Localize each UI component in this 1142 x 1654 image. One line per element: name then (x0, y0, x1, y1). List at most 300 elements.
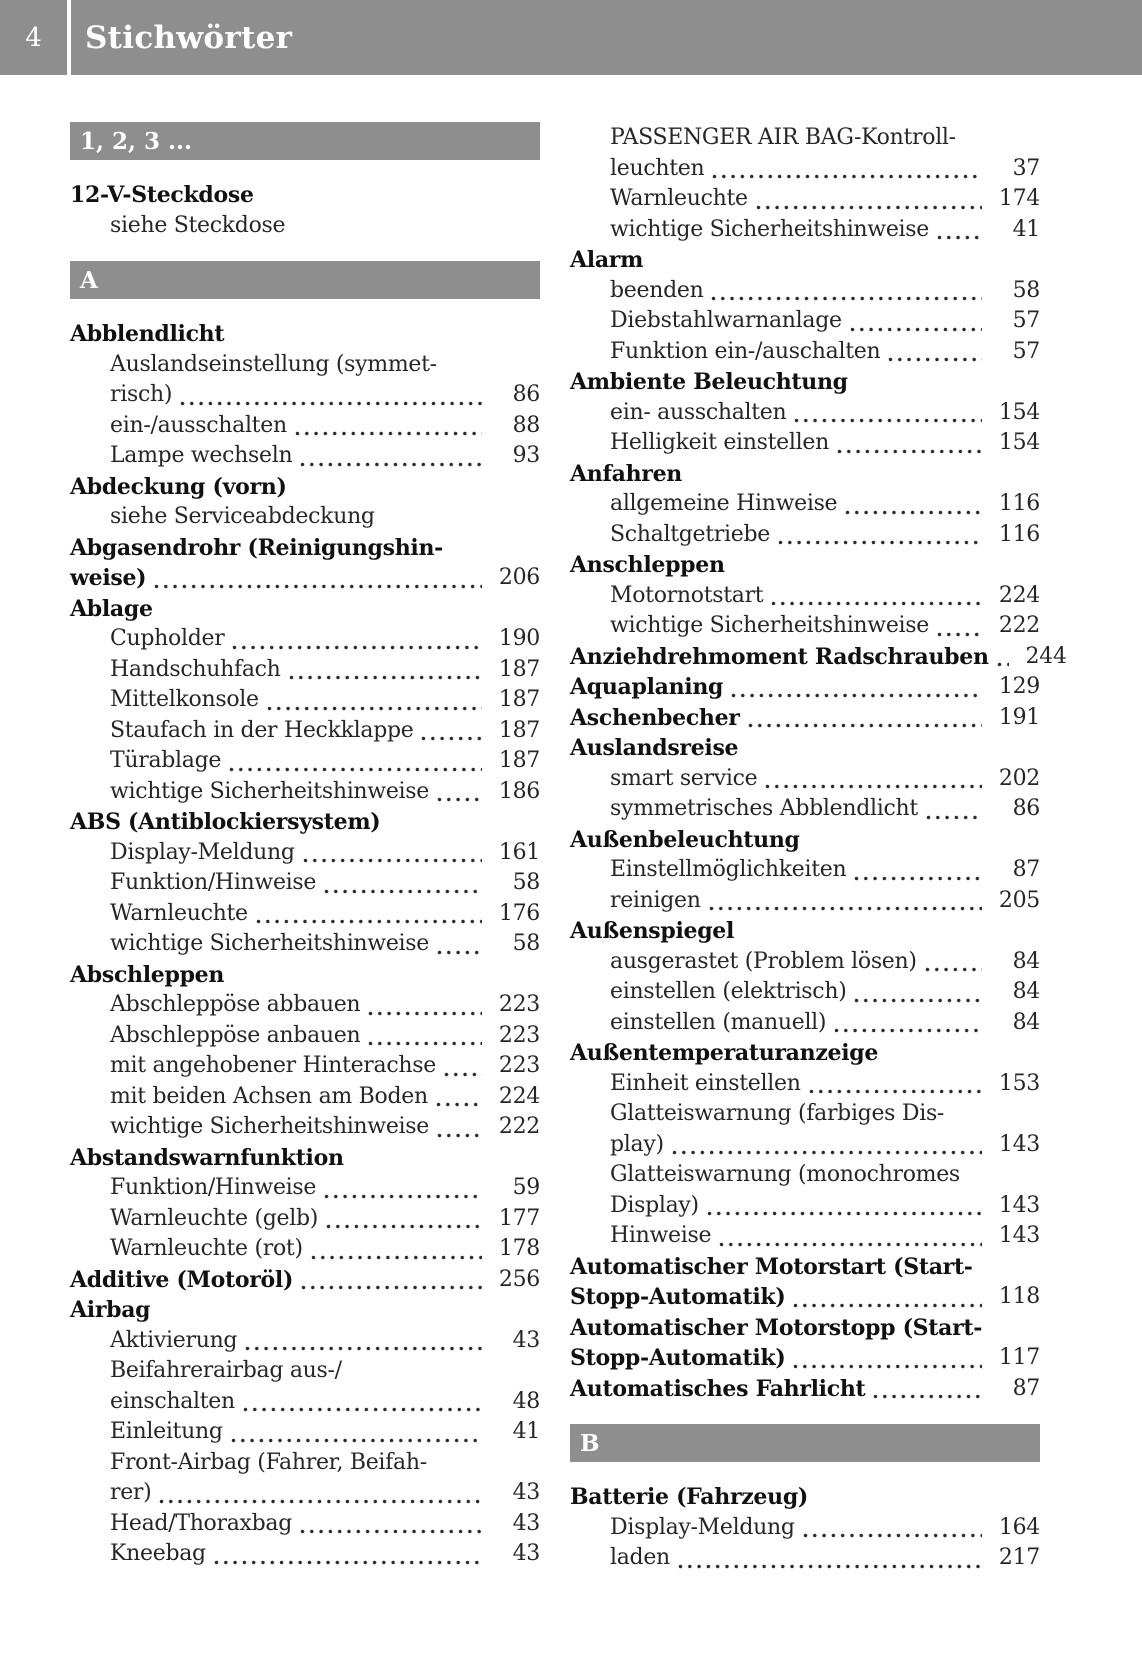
dot-leader (421, 736, 482, 741)
index-entry-line (570, 764, 1040, 795)
entry-text: wichtige Sicherheitshinweise (110, 1114, 429, 1139)
dot-leader (295, 431, 482, 436)
index-entry-line (70, 594, 540, 625)
index-entry-line (570, 611, 1040, 642)
entry-text: Front-Airbag (Fahrer, Beifah- (110, 1449, 427, 1475)
dot-leader (748, 723, 982, 728)
entry-text: Cupholder (110, 626, 225, 651)
index-entry-line (70, 1204, 540, 1235)
entry-text: Einleitung (110, 1419, 223, 1444)
entry-text: Aquaplaning (570, 674, 724, 700)
entry-text: Aktivierung (110, 1327, 238, 1353)
dot-leader (925, 967, 982, 972)
page-ref: 59 (512, 1175, 540, 1200)
dot-leader (324, 889, 482, 894)
index-entry-line (70, 1448, 540, 1479)
index-entry-line (70, 1051, 540, 1082)
index-entry-line (70, 777, 540, 808)
index-entry-line (570, 855, 1040, 886)
dot-leader (765, 784, 982, 789)
page-ref: 206 (498, 565, 540, 590)
entry-text: Alarm (570, 247, 644, 273)
entry-text: Einheit einstellen (610, 1070, 801, 1096)
page-ref: 86 (512, 382, 540, 407)
index-entry-line (570, 1374, 1040, 1405)
index-entry-line (70, 319, 540, 350)
index-entry-line (570, 306, 1040, 337)
dot-leader (368, 1041, 482, 1046)
index-entry-line (570, 703, 1040, 734)
index-entry-line (570, 672, 1040, 703)
dot-leader (672, 1150, 982, 1155)
entry-text: Anfahren (570, 460, 682, 487)
entry-text: Motornotstart (610, 582, 764, 608)
section-bar-label: A (80, 266, 98, 294)
dot-leader (231, 1438, 482, 1443)
dot-leader (300, 462, 482, 467)
page-title: Stichwörter (85, 19, 293, 56)
page-ref: 190 (498, 626, 540, 651)
dot-leader (437, 1133, 482, 1138)
index-entry-line (70, 716, 540, 747)
dot-leader (232, 645, 482, 650)
index-entry-line (70, 180, 540, 211)
page-ref: 224 (498, 1083, 540, 1109)
index-entry-line (70, 563, 540, 594)
entry-text: Warnleuchte (610, 186, 748, 211)
index-entry-line (70, 380, 540, 411)
index-entry-line (570, 337, 1040, 368)
entry-text: Diebstahlwarnanlage (610, 308, 842, 333)
entry-text: Additive (Motoröl) (70, 1266, 294, 1293)
page-ref: 116 (998, 521, 1040, 547)
index-entry-line (570, 184, 1040, 215)
entry-text: einstellen (elektrisch) (610, 979, 847, 1004)
entry-text: Aschenbecher (570, 704, 740, 731)
page-ref: 191 (998, 704, 1040, 730)
index-entry-line (570, 489, 1040, 520)
page-ref: 187 (498, 717, 540, 743)
index-entry-line (70, 1478, 540, 1509)
page-ref: 202 (998, 765, 1040, 791)
page-ref: 143 (998, 1131, 1040, 1157)
index-entry-line (70, 211, 540, 242)
page-ref: 223 (498, 992, 540, 1017)
index-entry-line (70, 1295, 540, 1326)
entry-text: Stopp-Automatik) (570, 1284, 786, 1310)
entry-text: play) (610, 1131, 664, 1157)
index-entry-line (570, 1513, 1040, 1544)
page-ref: 222 (498, 1114, 540, 1139)
entry-text: ABS (Antiblockiersystem) (70, 809, 381, 835)
page-ref: 41 (512, 1419, 540, 1444)
index-entry-line (70, 929, 540, 960)
dot-leader (437, 797, 482, 802)
page-ref: 222 (998, 613, 1040, 638)
page-ref: 88 (512, 412, 540, 438)
dot-leader (707, 1211, 982, 1216)
page-number: 4 (25, 22, 42, 53)
dot-leader (809, 1089, 982, 1094)
page-ref: 164 (998, 1514, 1040, 1540)
index-entry-line (70, 1234, 540, 1265)
page-ref: 161 (498, 839, 540, 865)
entry-text: Abschleppöse abbauen (110, 992, 361, 1017)
dot-leader (834, 1028, 982, 1033)
dot-leader (324, 1194, 482, 1199)
page-ref: 43 (512, 1510, 540, 1536)
page-ref: 187 (498, 656, 540, 682)
entry-text: Außentemperaturanzeige (570, 1040, 879, 1066)
index-entry-line (570, 977, 1040, 1008)
section-bar (70, 261, 540, 299)
index-entry-line (70, 960, 540, 991)
index-entry-line (70, 1143, 540, 1174)
page-ref: 37 (1012, 155, 1040, 181)
page-ref: 43 (512, 1327, 540, 1353)
index-entry-line (70, 868, 540, 899)
page-ref: 186 (498, 778, 540, 804)
page-ref: 117 (998, 1345, 1040, 1370)
dot-leader (243, 1407, 482, 1412)
entry-text: siehe Serviceabdeckung (110, 504, 375, 529)
page-ref: 58 (512, 870, 540, 895)
dot-leader (771, 601, 982, 606)
entry-text: mit beiden Achsen am Boden (110, 1083, 428, 1109)
index-column-right (570, 102, 1067, 1574)
page-ref: 43 (512, 1541, 540, 1566)
entry-text: siehe Steckdose (110, 212, 286, 238)
entry-text: einstellen (manuell) (610, 1009, 827, 1035)
entry-text: Display-Meldung (110, 839, 295, 865)
page-ref: 57 (1012, 338, 1040, 364)
entry-text: ein-/ausschalten (110, 412, 287, 438)
index-entry-line (570, 520, 1040, 551)
page-ref: 223 (498, 1053, 540, 1078)
dot-leader (180, 401, 482, 406)
entry-text: Glatteiswarnung (farbiges Dis- (610, 1101, 945, 1126)
index-entry-line (70, 1021, 540, 1052)
index-entry-line (570, 1008, 1040, 1039)
entry-text: Hinweise (610, 1223, 712, 1248)
index-entry-line (70, 441, 540, 472)
index-entry-line (70, 838, 540, 869)
section-bar-label: 1, 2, 3 ... (80, 127, 193, 155)
page-ref: 87 (1012, 1375, 1040, 1401)
dot-leader (854, 876, 982, 881)
dot-leader (794, 418, 982, 423)
index-entry-line (70, 1082, 540, 1113)
entry-text: Auslandsreise (570, 735, 739, 761)
entry-text: Head/Thoraxbag (110, 1510, 293, 1536)
index-entry-line (570, 794, 1040, 825)
index-entry-line (570, 459, 1040, 490)
entry-text: rer) (110, 1480, 152, 1505)
dot-leader (326, 1224, 482, 1229)
page-ref: 154 (998, 430, 1040, 455)
index-entry-line (570, 1482, 1040, 1513)
entry-text: Warnleuchte (110, 900, 248, 926)
entry-text: 12-V-Steckdose (70, 182, 254, 208)
index-entry-line (570, 1130, 1040, 1161)
entry-text: Abschleppen (70, 961, 225, 988)
dot-leader (937, 235, 982, 240)
entry-text: Glatteiswarnung (monochromes (610, 1162, 960, 1187)
index-entry-line (70, 1387, 540, 1418)
dot-leader (850, 327, 982, 332)
entry-text: PASSENGER AIR BAG-Kontroll- (610, 125, 956, 150)
dot-leader (154, 584, 482, 589)
dot-leader (267, 706, 482, 711)
entry-text: Lampe wechseln (110, 443, 293, 468)
page-ref: 143 (998, 1192, 1040, 1218)
dot-leader (214, 1560, 482, 1565)
entry-text: symmetrisches Abblendlicht (610, 796, 918, 821)
index-entry-line (570, 1543, 1040, 1574)
dot-leader (301, 1285, 482, 1290)
entry-text: Ambiente Beleuchtung (570, 369, 848, 395)
index-entry-line (70, 1173, 540, 1204)
entry-text: beenden (610, 277, 704, 303)
page-ref: 41 (1012, 216, 1040, 242)
index-entry-line (570, 825, 1040, 856)
page-ref: 58 (1012, 277, 1040, 303)
index-entry-line (70, 1326, 540, 1357)
entry-text: Automatischer Motorstart (Start- (570, 1253, 973, 1280)
page-ref: 187 (498, 687, 540, 712)
page-ref: 217 (998, 1545, 1040, 1570)
page-ref: 244 (1025, 643, 1067, 669)
entry-text: Automatischer Motorstopp (Start- (570, 1314, 983, 1341)
index-entry-line (70, 1417, 540, 1448)
index-entry-line (570, 1343, 1040, 1374)
dot-leader (926, 815, 982, 820)
page-ref: 84 (1012, 979, 1040, 1004)
index-entry-line (70, 899, 540, 930)
entry-text: Funktion ein-/auschalten (610, 338, 881, 364)
entry-text: leuchten (610, 155, 705, 181)
entry-text: Funktion/Hinweise (110, 1175, 317, 1200)
entry-text: Helligkeit einstellen (610, 430, 829, 455)
dot-leader (793, 1303, 982, 1308)
entry-text: risch) (110, 382, 173, 407)
dot-leader (678, 1564, 982, 1569)
entry-text: Display-Meldung (610, 1514, 795, 1540)
page-ref: 178 (498, 1236, 540, 1261)
page-ref: 256 (498, 1266, 540, 1292)
entry-text: Abstandswarnfunktion (70, 1144, 344, 1171)
page-ref: 84 (1012, 948, 1040, 974)
page-ref: 177 (498, 1205, 540, 1231)
entry-text: Batterie (Fahrzeug) (570, 1484, 809, 1510)
index-entry-line (570, 1038, 1040, 1069)
index-entry-line (70, 1112, 540, 1143)
index-entry-line (570, 1099, 1040, 1130)
dot-leader (245, 1346, 482, 1351)
entry-text: Warnleuchte (rot) (110, 1236, 303, 1261)
page-ref: 154 (998, 399, 1040, 425)
dot-leader (229, 767, 482, 772)
page-ref: 153 (998, 1070, 1040, 1096)
index-entry-line (70, 990, 540, 1021)
page-ref: 224 (998, 582, 1040, 608)
index-entry-line (570, 581, 1040, 612)
dot-leader (256, 919, 482, 924)
dot-leader (997, 662, 1009, 667)
index-entry-line (570, 733, 1040, 764)
index-entry-line (70, 411, 540, 442)
entry-text: Anziehdrehmoment Radschrauben (570, 643, 989, 670)
entry-text: laden (610, 1545, 670, 1570)
index-entry-line (70, 1539, 540, 1570)
index-entry-line (570, 1160, 1040, 1191)
entry-text: allgemeine Hinweise (610, 491, 838, 516)
index-entry-line (570, 245, 1040, 276)
entry-text: mit angehobener Hinterachse (110, 1053, 436, 1078)
page-ref: 205 (998, 887, 1040, 913)
index-entry-line (70, 1265, 540, 1296)
index-entry-line (570, 550, 1040, 581)
page-ref: 58 (512, 931, 540, 956)
entry-text: Mittelkonsole (110, 687, 259, 712)
entry-text: Warnleuchte (gelb) (110, 1205, 319, 1231)
index-entry-line (570, 367, 1040, 398)
page-ref: 223 (498, 1022, 540, 1048)
entry-text: Kneebag (110, 1541, 206, 1566)
dot-leader (756, 205, 982, 210)
dot-leader (854, 998, 982, 1003)
entry-text: Abdeckung (vorn) (70, 473, 287, 500)
index-entry-line (570, 916, 1040, 947)
index-entry-line (70, 472, 540, 503)
index-entry-line (70, 685, 540, 716)
index-entry-line (70, 624, 540, 655)
index-entry-line (70, 746, 540, 777)
index-column-left (70, 102, 540, 1574)
dot-leader (303, 858, 482, 863)
index-entry-line (70, 502, 540, 533)
entry-text: Staufach in der Heckklappe (110, 717, 414, 743)
entry-text: Abschleppöse anbauen (110, 1022, 361, 1048)
page-ref: 129 (998, 674, 1040, 699)
dot-leader (712, 174, 982, 179)
entry-text: Anschleppen (570, 552, 725, 578)
section-bar (570, 1424, 1040, 1462)
index-entry-line (70, 1509, 540, 1540)
entry-text: wichtige Sicherheitshinweise (110, 778, 429, 804)
entry-text: weise) (70, 565, 147, 591)
index-entry-line (70, 655, 540, 686)
page-ref: 118 (998, 1284, 1040, 1309)
entry-text: ein- ausschalten (610, 399, 787, 425)
page-ref: 43 (512, 1480, 540, 1505)
index-entry-line (70, 1356, 540, 1387)
dot-leader (719, 1242, 982, 1247)
dot-leader (444, 1072, 482, 1077)
dot-leader (289, 675, 482, 680)
dot-leader (731, 693, 982, 698)
entry-text: wichtige Sicherheitshinweise (610, 216, 929, 242)
entry-text: Handschuhfach (110, 656, 281, 682)
index-entry-line (570, 276, 1040, 307)
dot-leader (845, 510, 982, 515)
page-ref: 174 (998, 186, 1040, 211)
dot-leader (937, 632, 982, 637)
index-entry-line (570, 154, 1040, 185)
entry-text: Ablage (70, 595, 153, 622)
dot-leader (778, 540, 982, 545)
index-content (0, 75, 1142, 1574)
dot-leader (709, 906, 982, 911)
section-bar (70, 122, 540, 160)
entry-text: Beifahrerairbag aus-/ (110, 1358, 342, 1383)
index-entry-line (570, 428, 1040, 459)
dot-leader (368, 1011, 482, 1016)
index-entry-line (570, 215, 1040, 246)
page-ref: 93 (512, 443, 540, 468)
index-entry-line (70, 350, 540, 381)
entry-text: Abblendlicht (70, 321, 225, 347)
dot-leader (803, 1533, 982, 1538)
dot-leader (437, 950, 482, 955)
index-entry-line (70, 807, 540, 838)
entry-text: reinigen (610, 887, 701, 913)
dot-leader (311, 1255, 482, 1260)
dot-leader (159, 1499, 482, 1504)
index-entry-line (570, 1313, 1040, 1344)
entry-text: Schaltgetriebe (610, 521, 770, 547)
entry-text: Funktion/Hinweise (110, 870, 317, 895)
entry-text: ausgerastet (Problem lösen) (610, 948, 917, 974)
entry-text: Display) (610, 1192, 699, 1218)
entry-text: Stopp-Automatik) (570, 1345, 786, 1371)
dot-leader (793, 1364, 982, 1369)
index-entry-line (570, 398, 1040, 429)
index-entry-line (570, 886, 1040, 917)
entry-text: Automatisches Fahrlicht (570, 1375, 866, 1402)
dot-leader (436, 1102, 482, 1107)
entry-text: smart service (610, 765, 758, 791)
entry-text: Einstellmöglichkeiten (610, 857, 847, 882)
index-entry-line (570, 642, 1067, 673)
entry-text: Außenbeleuchtung (570, 826, 800, 853)
index-entry-line (570, 1252, 1040, 1283)
page-ref: 86 (1012, 796, 1040, 821)
index-entry-line (570, 1221, 1040, 1252)
page-ref: 176 (498, 900, 540, 926)
section-bar-label: B (580, 1429, 600, 1457)
page-ref: 143 (998, 1223, 1040, 1248)
entry-text: Airbag (70, 1297, 151, 1323)
entry-text: einschalten (110, 1388, 235, 1414)
page-ref: 48 (512, 1388, 540, 1414)
index-entry-line (570, 947, 1040, 978)
entry-text: Türablage (110, 748, 222, 773)
page-ref: 57 (1012, 308, 1040, 333)
index-entry-line (570, 1069, 1040, 1100)
entry-text: Abgasendrohr (Reinigungshin- (70, 534, 443, 561)
index-entry-line (570, 123, 1040, 154)
dot-leader (300, 1529, 482, 1534)
index-entry-line (570, 1191, 1040, 1222)
entry-text: wichtige Sicherheitshinweise (110, 931, 429, 956)
index-entry-line (570, 1282, 1040, 1313)
entry-text: wichtige Sicherheitshinweise (610, 613, 929, 638)
page-ref: 87 (1012, 857, 1040, 882)
entry-text: Auslandseinstellung (symmet- (110, 351, 437, 377)
page-ref: 84 (1012, 1009, 1040, 1035)
dot-leader (837, 449, 982, 454)
